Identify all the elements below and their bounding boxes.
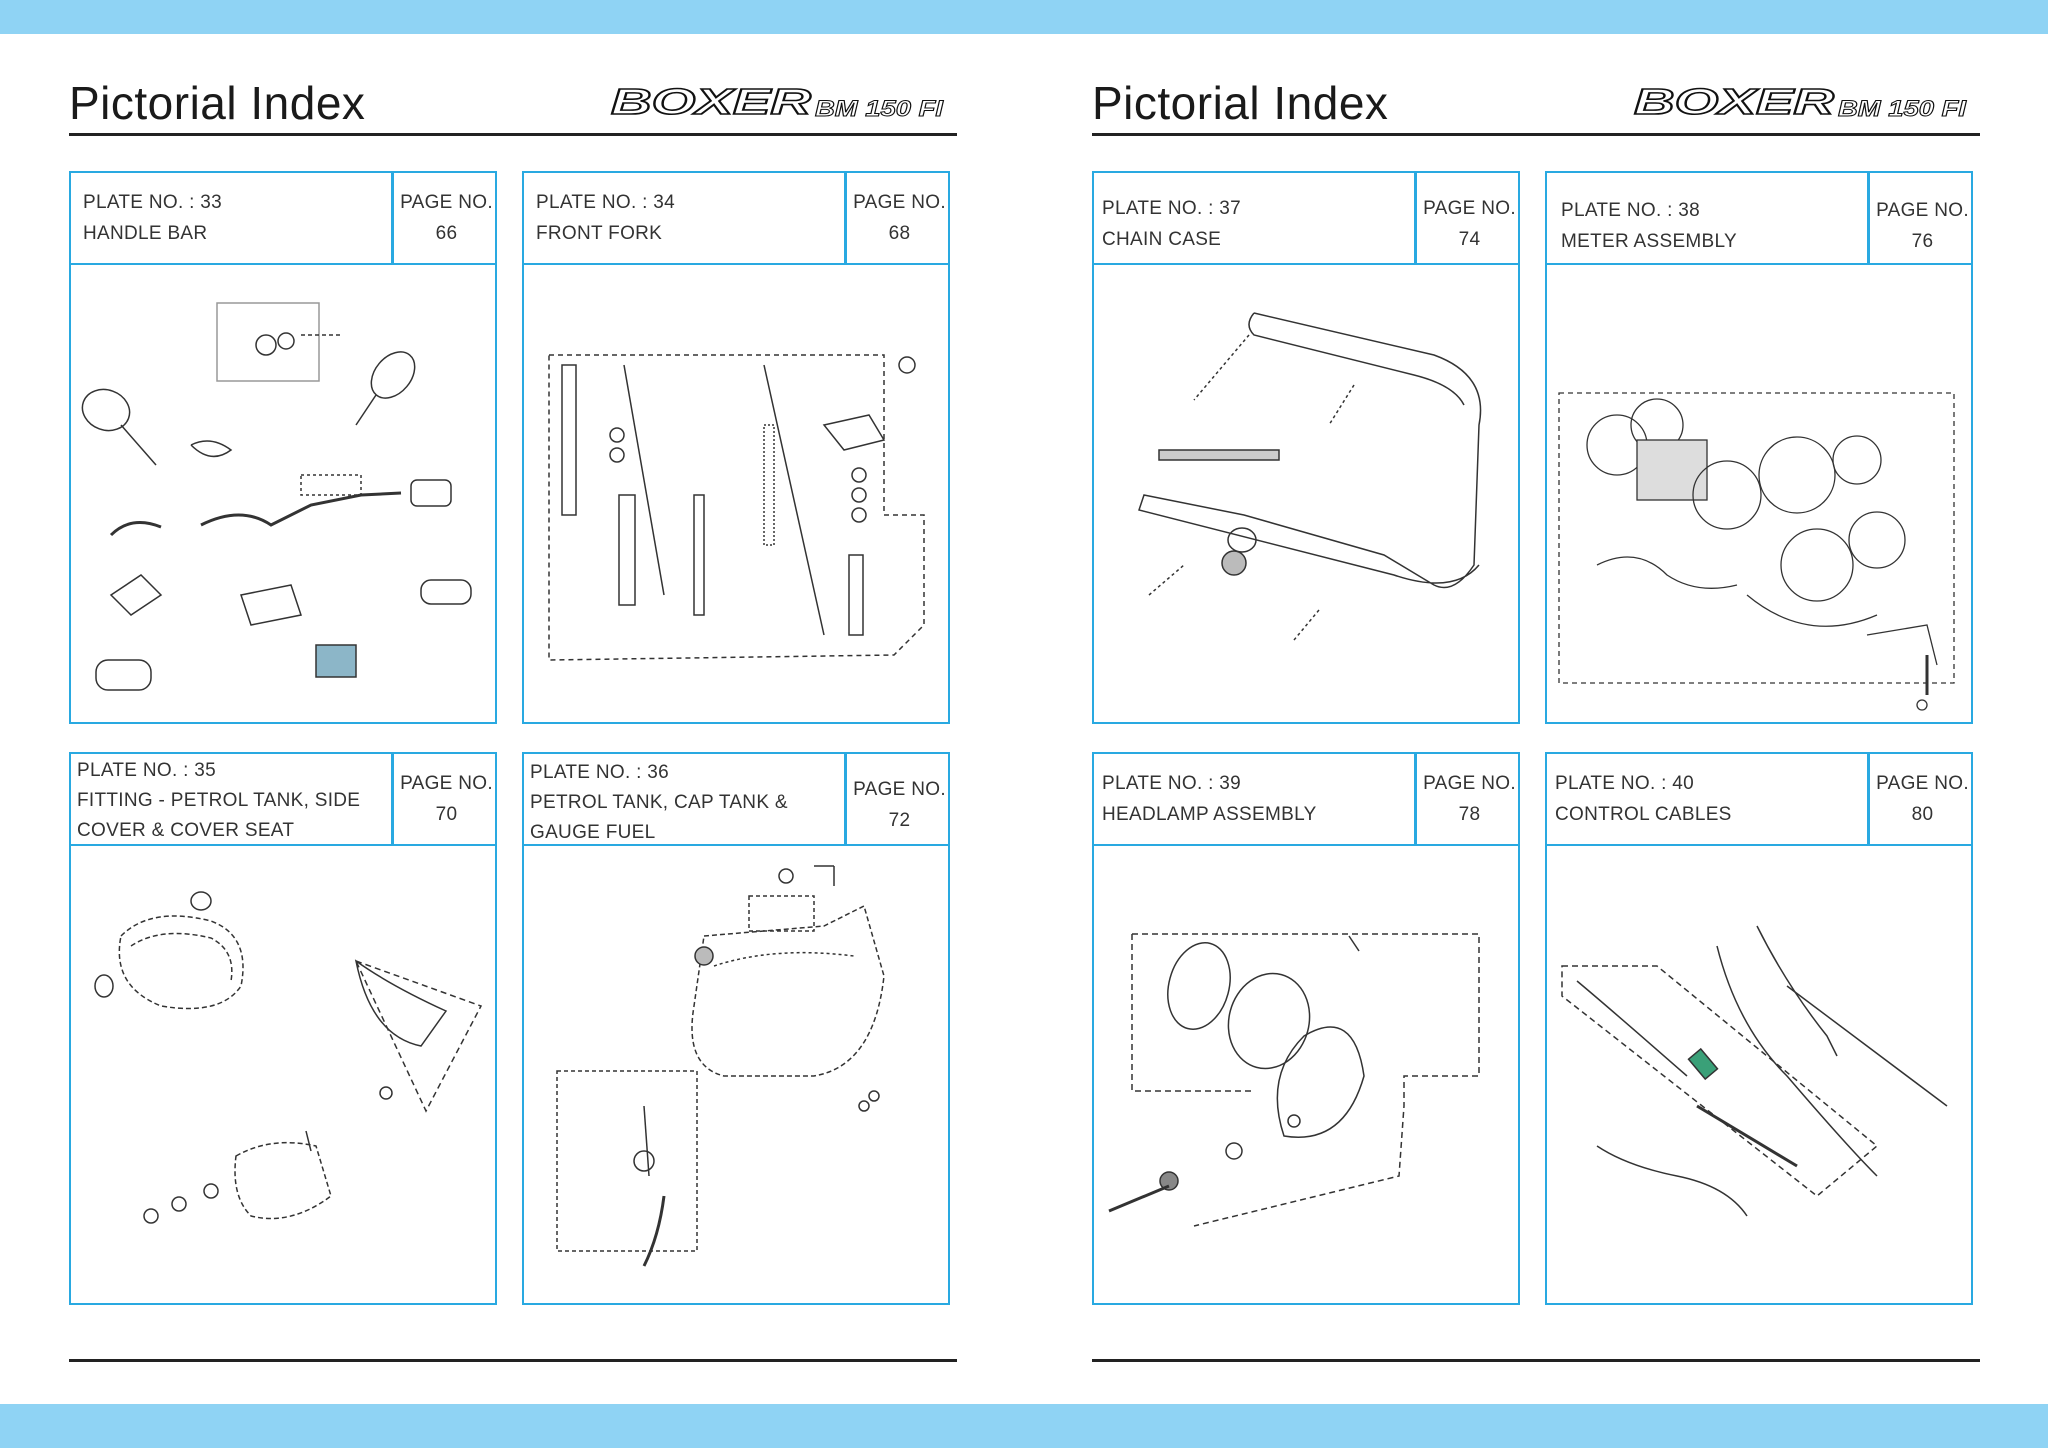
page-title: Pictorial Index [1092,77,1389,129]
plate-39-card[interactable] [1092,752,1520,1305]
plate-header [1094,754,1518,846]
plate-name: METER ASSEMBLY [1561,231,1737,252]
plate-name-cont: GAUGE FUEL [530,822,656,843]
page-number: 74 [1458,229,1481,250]
page-no-label: PAGE NO. [853,779,946,800]
plate-number: PLATE NO. : 34 [536,192,676,213]
footer-rule [69,1359,957,1362]
page-number: 76 [1911,231,1934,252]
handle-bar-diagram [71,265,494,721]
left-page [69,0,959,1404]
page-no-label: PAGE NO. [1876,200,1969,221]
control-cables-diagram [1547,846,1970,1302]
svg-text:BOXER: BOXER [1634,82,1834,122]
page-no-label: PAGE NO. [400,192,493,213]
plate-name: PETROL TANK, CAP TANK & [530,792,788,813]
plate-header [71,173,495,265]
footer-rule [1092,1359,1980,1362]
plate-number: PLATE NO. : 38 [1561,200,1701,221]
page-number: 70 [435,804,458,825]
page-no-label: PAGE NO. [1876,773,1969,794]
plate-name: FRONT FORK [536,223,663,244]
petrol-tank-fitting-diagram [71,846,494,1302]
svg-text:BM 150 FI: BM 150 FI [1838,96,1968,121]
boxer-logo [609,82,949,122]
page-no-label: PAGE NO. [1423,198,1516,219]
page-number: 66 [435,223,458,244]
page-no-label: PAGE NO. [400,773,493,794]
plate-number: PLATE NO. : 40 [1555,773,1695,794]
svg-text:BOXER: BOXER [611,82,811,122]
plate-number: PLATE NO. : 37 [1102,198,1242,219]
page-title: Pictorial Index [69,77,366,129]
plate-name: FITTING - PETROL TANK, SIDE [77,790,361,811]
plate-number: PLATE NO. : 36 [530,762,670,783]
svg-text:BM 150 FI: BM 150 FI [815,96,945,121]
plate-34-card[interactable] [522,171,950,724]
plate-header [1547,173,1971,265]
plate-number: PLATE NO. : 39 [1102,773,1242,794]
headlamp-assembly-diagram [1094,846,1517,1302]
page-number: 78 [1458,804,1481,825]
bottom-color-band [0,1404,2048,1448]
plate-33-card[interactable] [69,171,497,724]
meter-assembly-diagram [1547,265,1970,721]
plate-header [71,754,495,846]
plate-number: PLATE NO. : 35 [77,760,217,781]
page-no-label: PAGE NO. [853,192,946,213]
plate-name-cont: COVER & COVER SEAT [77,820,295,841]
plate-35-card[interactable] [69,752,497,1305]
plate-name: HEADLAMP ASSEMBLY [1102,804,1317,825]
plate-header [524,754,948,846]
plate-40-card[interactable] [1545,752,1973,1305]
boxer-logo [1632,82,1972,122]
plate-header [524,173,948,265]
header-rule [69,133,957,136]
plate-header [1094,173,1518,265]
plate-header [1547,754,1971,846]
plate-number: PLATE NO. : 33 [83,192,223,213]
chain-case-diagram [1094,265,1517,721]
plate-name: CHAIN CASE [1102,229,1222,250]
page-no-label: PAGE NO. [1423,773,1516,794]
front-fork-diagram [524,265,947,721]
header-rule [1092,133,1980,136]
plate-37-card[interactable] [1092,171,1520,724]
petrol-tank-diagram [524,846,947,1302]
right-page [1092,0,1982,1404]
page-number: 68 [888,223,911,244]
page-number: 72 [888,810,911,831]
plate-36-card[interactable] [522,752,950,1305]
plate-name: HANDLE BAR [83,223,208,244]
page-number: 80 [1911,804,1934,825]
plate-name: CONTROL CABLES [1555,804,1732,825]
plate-38-card[interactable] [1545,171,1973,724]
